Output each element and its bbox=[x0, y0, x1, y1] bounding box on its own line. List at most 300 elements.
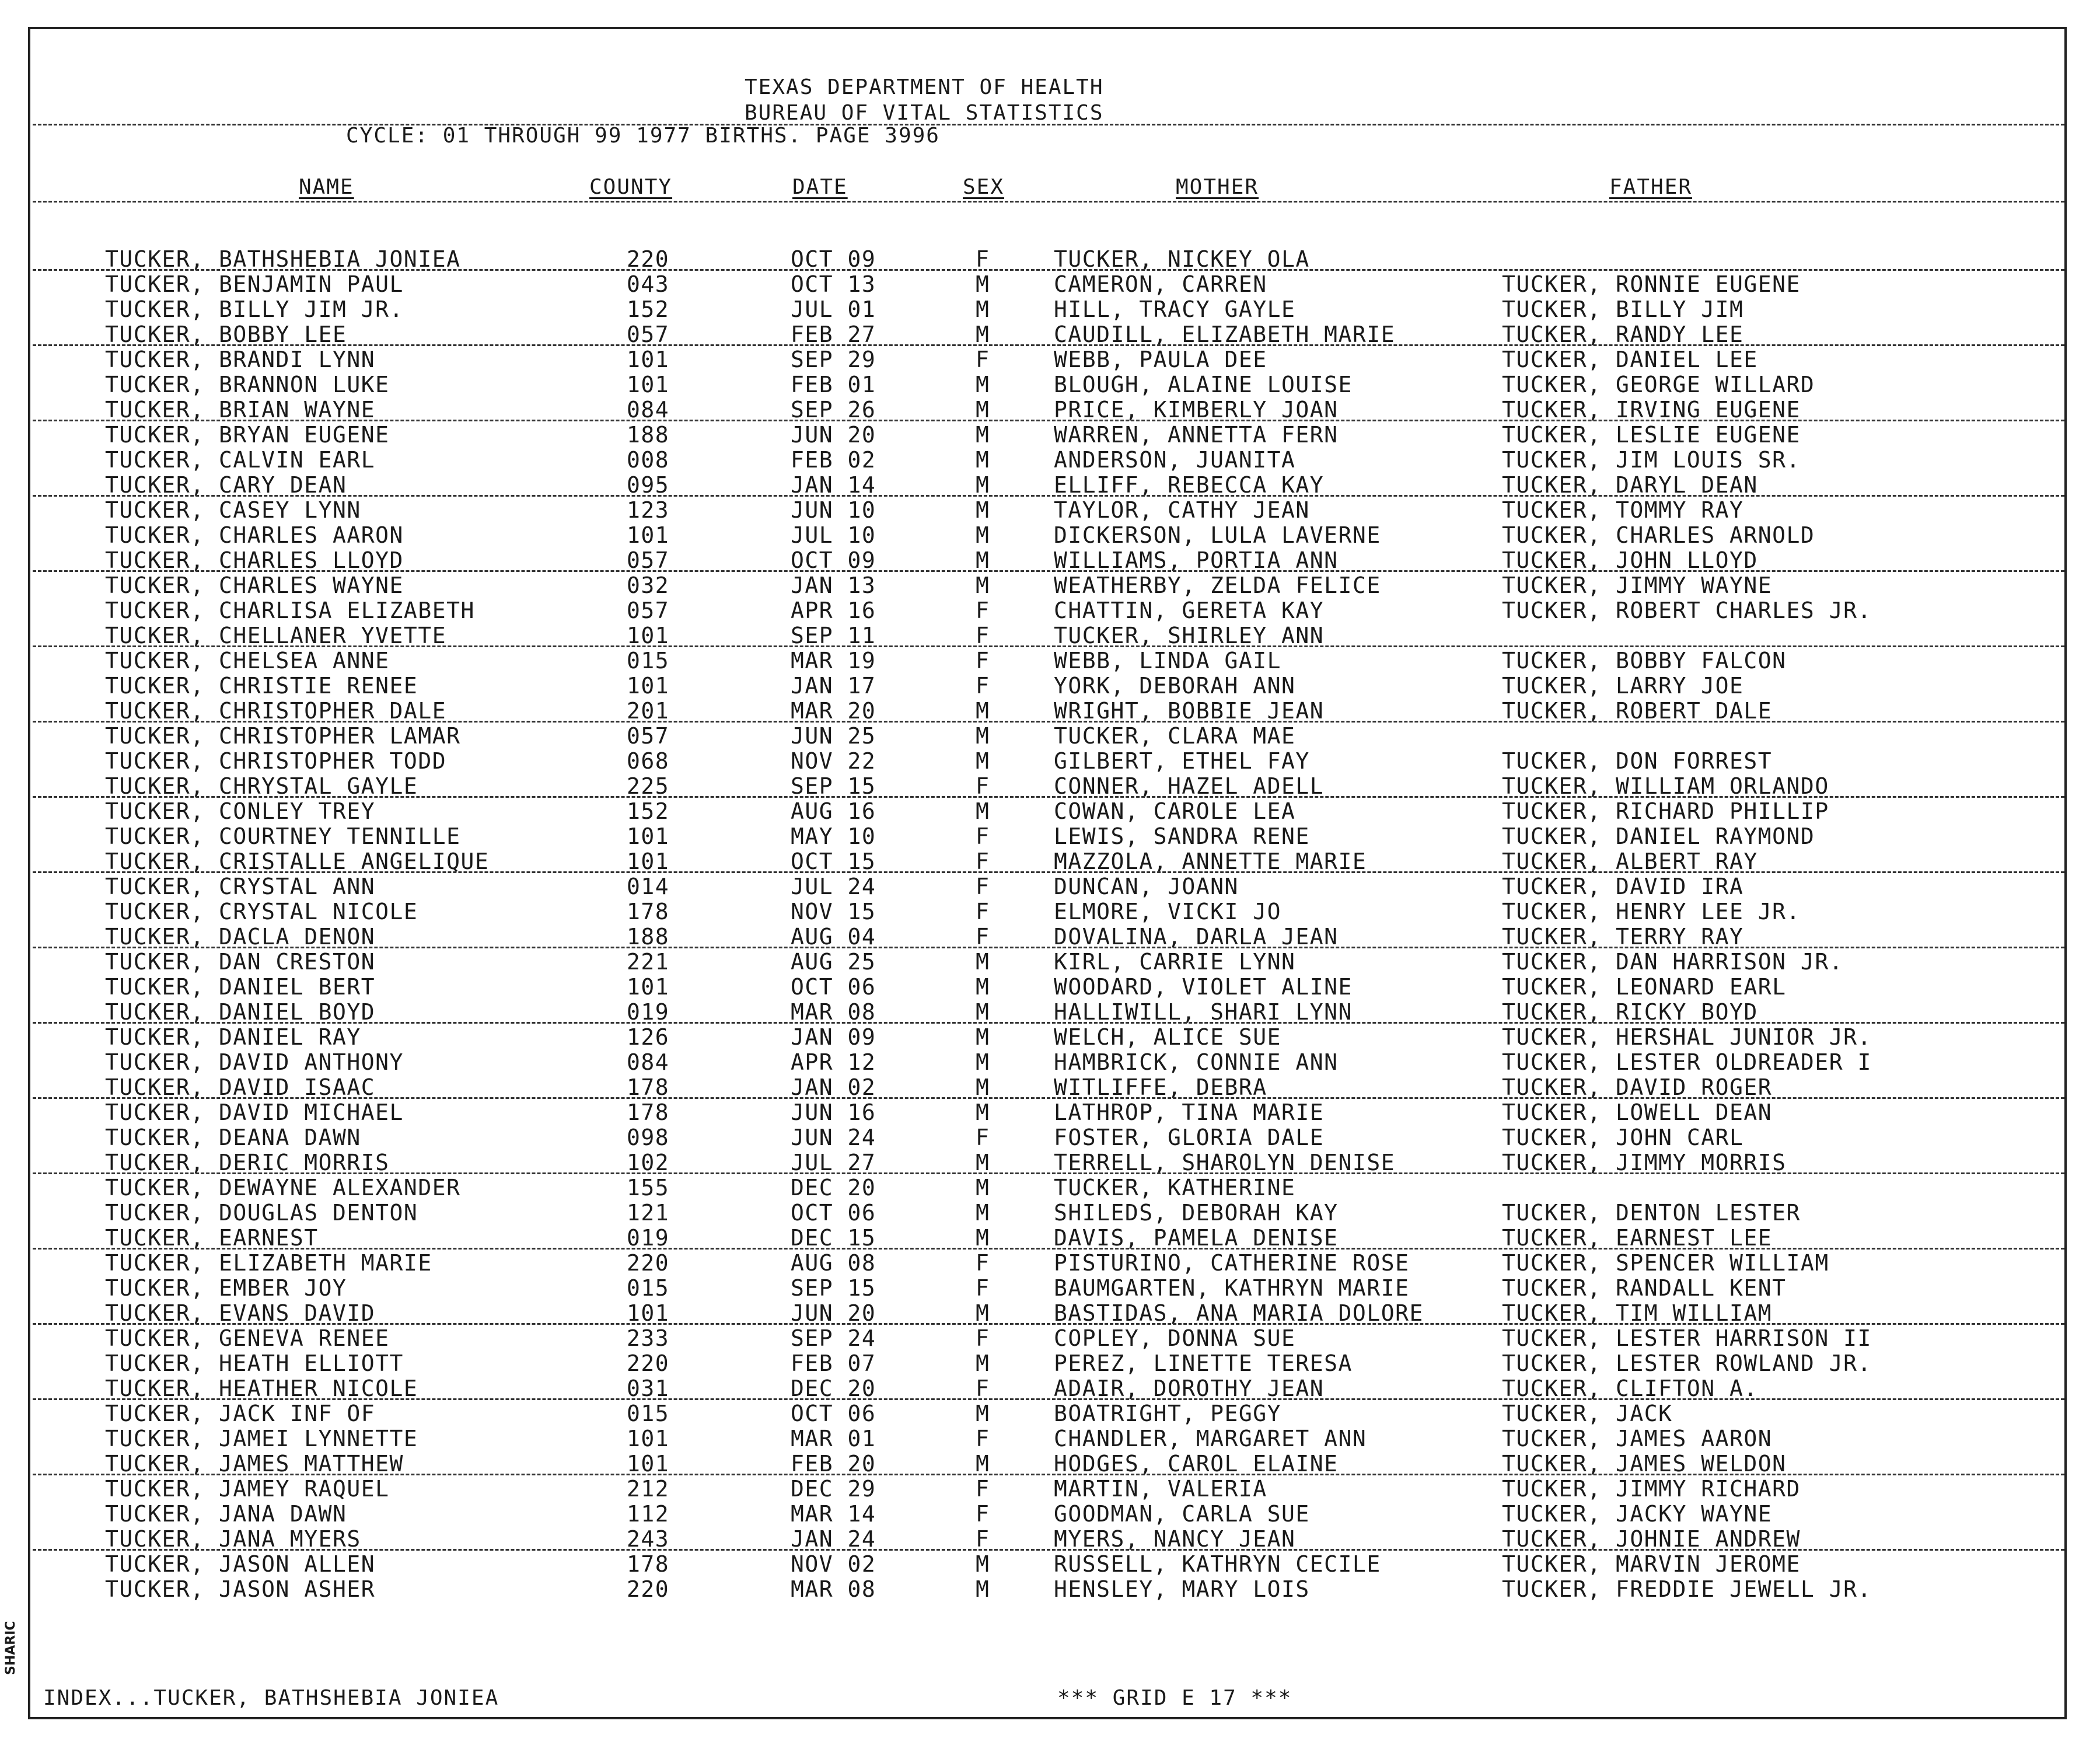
record-date: DEC 15 bbox=[791, 1225, 876, 1251]
record-father: TUCKER, LOWELL DEAN bbox=[1502, 1100, 1773, 1125]
record-date: JUN 10 bbox=[791, 497, 876, 523]
record-sex: M bbox=[976, 271, 990, 297]
record-row bbox=[0, 1075, 2100, 1100]
record-row bbox=[0, 874, 2100, 899]
record-name: TUCKER, CRYSTAL ANN bbox=[105, 874, 376, 899]
record-row bbox=[0, 1000, 2100, 1025]
record-date: JUN 20 bbox=[791, 422, 876, 448]
record-sex: M bbox=[976, 1451, 990, 1477]
record-name: TUCKER, DANIEL BERT bbox=[105, 974, 376, 1000]
record-county: 008 bbox=[627, 447, 670, 473]
record-name: TUCKER, HEATH ELLIOTT bbox=[105, 1350, 404, 1376]
record-row bbox=[0, 297, 2100, 322]
record-mother: WITLIFFE, DEBRA bbox=[1054, 1074, 1267, 1100]
record-name: TUCKER, DAN CRESTON bbox=[105, 949, 376, 975]
record-mother: CAUDILL, ELIZABETH MARIE bbox=[1054, 322, 1396, 347]
record-county: 178 bbox=[627, 899, 670, 924]
record-county: 188 bbox=[627, 422, 670, 448]
record-name: TUCKER, BRYAN EUGENE bbox=[105, 422, 390, 448]
record-father: TUCKER, DON FORREST bbox=[1502, 748, 1773, 774]
record-row bbox=[0, 1351, 2100, 1376]
record-mother: MAZZOLA, ANNETTE MARIE bbox=[1054, 849, 1367, 874]
record-row bbox=[0, 1401, 2100, 1426]
record-sex: M bbox=[976, 1175, 990, 1200]
record-sex: F bbox=[976, 874, 990, 899]
record-county: 031 bbox=[627, 1376, 670, 1401]
record-mother: DOVALINA, DARLA JEAN bbox=[1054, 924, 1339, 950]
record-mother: DICKERSON, LULA LAVERNE bbox=[1054, 522, 1381, 548]
footer-grid: *** GRID E 17 *** bbox=[1057, 1686, 1292, 1710]
record-sex: M bbox=[976, 1150, 990, 1175]
record-mother: WRIGHT, BOBBIE JEAN bbox=[1054, 698, 1325, 724]
row-separator bbox=[33, 1398, 2064, 1400]
record-sex: M bbox=[976, 322, 990, 347]
row-separator bbox=[33, 1248, 2064, 1250]
record-father: TUCKER, ALBERT RAY bbox=[1502, 849, 1758, 874]
record-date: JUL 24 bbox=[791, 874, 876, 899]
record-county: 098 bbox=[627, 1125, 670, 1150]
record-row bbox=[0, 1527, 2100, 1552]
record-name: TUCKER, JAMEI LYNNETTE bbox=[105, 1426, 418, 1451]
record-row bbox=[0, 1025, 2100, 1050]
row-separator bbox=[33, 570, 2064, 572]
record-father: TUCKER, TERRY RAY bbox=[1502, 924, 1744, 950]
record-county: 101 bbox=[627, 974, 670, 1000]
record-row bbox=[0, 1050, 2100, 1075]
record-mother: WELCH, ALICE SUE bbox=[1054, 1024, 1282, 1050]
record-sex: F bbox=[976, 1325, 990, 1351]
record-date: MAR 01 bbox=[791, 1426, 876, 1451]
record-mother: GOODMAN, CARLA SUE bbox=[1054, 1501, 1310, 1527]
record-mother: BAUMGARTEN, KATHRYN MARIE bbox=[1054, 1275, 1410, 1301]
record-father: TUCKER, BILLY JIM bbox=[1502, 296, 1744, 322]
record-county: 101 bbox=[627, 623, 670, 648]
record-sex: M bbox=[976, 1551, 990, 1577]
record-sex: M bbox=[976, 1576, 990, 1602]
record-name: TUCKER, CHARLISA ELIZABETH bbox=[105, 598, 475, 623]
col-header-sex: SEX bbox=[963, 175, 1005, 199]
record-sex: M bbox=[976, 723, 990, 749]
record-county: 015 bbox=[627, 1401, 670, 1426]
record-mother: HAMBRICK, CONNIE ANN bbox=[1054, 1049, 1339, 1075]
record-county: 019 bbox=[627, 999, 670, 1025]
record-date: DEC 29 bbox=[791, 1476, 876, 1502]
record-mother: CONNER, HAZEL ADELL bbox=[1054, 773, 1325, 799]
row-separator bbox=[33, 344, 2064, 346]
record-name: TUCKER, CASEY LYNN bbox=[105, 497, 361, 523]
record-name: TUCKER, CALVIN EARL bbox=[105, 447, 376, 473]
record-father: TUCKER, RANDALL KENT bbox=[1502, 1275, 1787, 1301]
record-name: TUCKER, CARY DEAN bbox=[105, 472, 347, 498]
record-county: 101 bbox=[627, 823, 670, 849]
record-sex: F bbox=[976, 899, 990, 924]
record-row bbox=[0, 598, 2100, 623]
record-father: TUCKER, IRVING EUGENE bbox=[1502, 397, 1801, 423]
record-mother: ANDERSON, JUANITA bbox=[1054, 447, 1296, 473]
record-county: 212 bbox=[627, 1476, 670, 1502]
record-sex: M bbox=[976, 1024, 990, 1050]
record-name: TUCKER, DOUGLAS DENTON bbox=[105, 1200, 418, 1226]
record-row bbox=[0, 1577, 2100, 1602]
record-mother: HILL, TRACY GAYLE bbox=[1054, 296, 1296, 322]
record-mother: HODGES, CAROL ELAINE bbox=[1054, 1451, 1339, 1477]
record-mother: KIRL, CARRIE LYNN bbox=[1054, 949, 1296, 975]
record-row bbox=[0, 1175, 2100, 1200]
record-date: FEB 07 bbox=[791, 1350, 876, 1376]
record-county: 057 bbox=[627, 322, 670, 347]
record-date: OCT 09 bbox=[791, 246, 876, 272]
record-row bbox=[0, 448, 2100, 473]
record-father: TUCKER, DENTON LESTER bbox=[1502, 1200, 1801, 1226]
record-county: 188 bbox=[627, 924, 670, 950]
record-mother: WARREN, ANNETTA FERN bbox=[1054, 422, 1339, 448]
record-date: SEP 29 bbox=[791, 347, 876, 372]
record-row bbox=[0, 1100, 2100, 1125]
record-county: 221 bbox=[627, 949, 670, 975]
record-county: 243 bbox=[627, 1526, 670, 1552]
record-mother: MARTIN, VALERIA bbox=[1054, 1476, 1267, 1502]
record-county: 101 bbox=[627, 522, 670, 548]
record-sex: M bbox=[976, 974, 990, 1000]
record-sex: M bbox=[976, 397, 990, 423]
col-header-father: FATHER bbox=[1609, 175, 1693, 199]
record-row bbox=[0, 347, 2100, 372]
record-name: TUCKER, DERIC MORRIS bbox=[105, 1150, 390, 1175]
record-date: MAR 14 bbox=[791, 1501, 876, 1527]
record-father: TUCKER, CLIFTON A. bbox=[1502, 1376, 1758, 1401]
record-row bbox=[0, 924, 2100, 950]
row-separator bbox=[33, 871, 2064, 873]
record-date: FEB 01 bbox=[791, 372, 876, 397]
record-county: 178 bbox=[627, 1074, 670, 1100]
record-name: TUCKER, CONLEY TREY bbox=[105, 798, 376, 824]
record-father: TUCKER, RICHARD PHILLIP bbox=[1502, 798, 1829, 824]
record-county: 015 bbox=[627, 1275, 670, 1301]
record-sex: M bbox=[976, 748, 990, 774]
record-name: TUCKER, JASON ASHER bbox=[105, 1576, 376, 1602]
record-name: TUCKER, JAMEY RAQUEL bbox=[105, 1476, 390, 1502]
record-father: TUCKER, JOHNIE ANDREW bbox=[1502, 1526, 1801, 1552]
record-name: TUCKER, CHRISTIE RENEE bbox=[105, 673, 418, 699]
record-name: TUCKER, DAVID ANTHONY bbox=[105, 1049, 404, 1075]
record-name: TUCKER, EVANS DAVID bbox=[105, 1300, 376, 1326]
record-county: 101 bbox=[627, 849, 670, 874]
record-row bbox=[0, 523, 2100, 548]
record-name: TUCKER, EMBER JOY bbox=[105, 1275, 347, 1301]
record-name: TUCKER, BRANNON LUKE bbox=[105, 372, 390, 397]
record-father: TUCKER, MARVIN JEROME bbox=[1502, 1551, 1801, 1577]
record-date: AUG 25 bbox=[791, 949, 876, 975]
record-mother: TAYLOR, CATHY JEAN bbox=[1054, 497, 1310, 523]
record-father: TUCKER, HENRY LEE JR. bbox=[1502, 899, 1801, 924]
record-mother: ELMORE, VICKI JO bbox=[1054, 899, 1282, 924]
record-father: TUCKER, JOHN LLOYD bbox=[1502, 547, 1758, 573]
record-date: FEB 20 bbox=[791, 1451, 876, 1477]
record-sex: M bbox=[976, 1100, 990, 1125]
record-father: TUCKER, DAN HARRISON JR. bbox=[1502, 949, 1844, 975]
footer-index: INDEX...TUCKER, BATHSHEBIA JONIEA bbox=[43, 1686, 499, 1710]
record-row bbox=[0, 673, 2100, 699]
record-name: TUCKER, BATHSHEBIA JONIEA bbox=[105, 246, 461, 272]
record-row bbox=[0, 1502, 2100, 1527]
record-mother: CHANDLER, MARGARET ANN bbox=[1054, 1426, 1367, 1451]
record-county: 220 bbox=[627, 1576, 670, 1602]
record-county: 015 bbox=[627, 648, 670, 673]
record-row bbox=[0, 648, 2100, 673]
record-sex: F bbox=[976, 246, 990, 272]
record-father: TUCKER, WILLIAM ORLANDO bbox=[1502, 773, 1829, 799]
record-father: TUCKER, JOHN CARL bbox=[1502, 1125, 1744, 1150]
record-name: TUCKER, JANA DAWN bbox=[105, 1501, 347, 1527]
record-father: TUCKER, ROBERT CHARLES JR. bbox=[1502, 598, 1872, 623]
record-father: TUCKER, LESTER HARRISON II bbox=[1502, 1325, 1872, 1351]
record-sex: F bbox=[976, 849, 990, 874]
record-sex: M bbox=[976, 1225, 990, 1251]
record-mother: COPLEY, DONNA SUE bbox=[1054, 1325, 1296, 1351]
col-header-name: NAME bbox=[299, 175, 354, 199]
record-name: TUCKER, CHARLES AARON bbox=[105, 522, 404, 548]
record-father: TUCKER, SPENCER WILLIAM bbox=[1502, 1250, 1829, 1276]
record-county: 178 bbox=[627, 1551, 670, 1577]
record-sex: F bbox=[976, 924, 990, 950]
record-name: TUCKER, GENEVA RENEE bbox=[105, 1325, 390, 1351]
record-county: 019 bbox=[627, 1225, 670, 1251]
record-sex: F bbox=[976, 1250, 990, 1276]
record-name: TUCKER, CHRISTOPHER TODD bbox=[105, 748, 447, 774]
record-date: JAN 02 bbox=[791, 1074, 876, 1100]
record-row bbox=[0, 272, 2100, 297]
record-mother: WEBB, PAULA DEE bbox=[1054, 347, 1267, 372]
record-row bbox=[0, 899, 2100, 924]
record-county: 057 bbox=[627, 598, 670, 623]
record-name: TUCKER, CHARLES LLOYD bbox=[105, 547, 404, 573]
record-row bbox=[0, 247, 2100, 272]
record-date: OCT 06 bbox=[791, 974, 876, 1000]
record-father: TUCKER, GEORGE WILLARD bbox=[1502, 372, 1815, 397]
record-sex: M bbox=[976, 949, 990, 975]
record-date: FEB 27 bbox=[791, 322, 876, 347]
record-date: MAY 10 bbox=[791, 823, 876, 849]
record-name: TUCKER, HEATHER NICOLE bbox=[105, 1376, 418, 1401]
record-date: JAN 09 bbox=[791, 1024, 876, 1050]
record-name: TUCKER, DANIEL BOYD bbox=[105, 999, 376, 1025]
record-date: JUL 10 bbox=[791, 522, 876, 548]
record-name: TUCKER, BOBBY LEE bbox=[105, 322, 347, 347]
record-date: JUN 20 bbox=[791, 1300, 876, 1326]
record-father: TUCKER, DAVID ROGER bbox=[1502, 1074, 1773, 1100]
record-date: JAN 13 bbox=[791, 573, 876, 598]
record-row bbox=[0, 1301, 2100, 1326]
row-separator bbox=[33, 645, 2064, 647]
record-mother: HENSLEY, MARY LOIS bbox=[1054, 1576, 1310, 1602]
record-sex: F bbox=[976, 347, 990, 372]
record-row bbox=[0, 1150, 2100, 1175]
record-date: JUN 16 bbox=[791, 1100, 876, 1125]
record-row bbox=[0, 824, 2100, 849]
record-father: TUCKER, RONNIE EUGENE bbox=[1502, 271, 1801, 297]
record-county: 152 bbox=[627, 296, 670, 322]
record-father: TUCKER, JACKY WAYNE bbox=[1502, 1501, 1773, 1527]
record-name: TUCKER, CHELLANER YVETTE bbox=[105, 623, 447, 648]
record-mother: RUSSELL, KATHRYN CECILE bbox=[1054, 1551, 1381, 1577]
record-row bbox=[0, 1326, 2100, 1351]
record-date: AUG 16 bbox=[791, 798, 876, 824]
record-row bbox=[0, 573, 2100, 598]
row-separator bbox=[33, 1549, 2064, 1551]
header-divider-top bbox=[33, 124, 2064, 125]
record-name: TUCKER, BRANDI LYNN bbox=[105, 347, 376, 372]
record-name: TUCKER, EARNEST bbox=[105, 1225, 319, 1251]
record-mother: CAMERON, CARREN bbox=[1054, 271, 1267, 297]
record-date: SEP 11 bbox=[791, 623, 876, 648]
record-sex: F bbox=[976, 1125, 990, 1150]
row-separator bbox=[33, 1172, 2064, 1174]
record-name: TUCKER, CRISTALLE ANGELIQUE bbox=[105, 849, 490, 874]
record-row bbox=[0, 623, 2100, 648]
record-name: TUCKER, CHRYSTAL GAYLE bbox=[105, 773, 418, 799]
record-sex: M bbox=[976, 547, 990, 573]
record-father: TUCKER, JIMMY WAYNE bbox=[1502, 573, 1773, 598]
record-county: 043 bbox=[627, 271, 670, 297]
record-father: TUCKER, LARRY JOE bbox=[1502, 673, 1744, 699]
record-row bbox=[0, 372, 2100, 397]
record-mother: BOATRIGHT, PEGGY bbox=[1054, 1401, 1282, 1426]
record-date: MAR 08 bbox=[791, 999, 876, 1025]
record-father: TUCKER, JAMES WELDON bbox=[1502, 1451, 1787, 1477]
record-name: TUCKER, COURTNEY TENNILLE bbox=[105, 823, 461, 849]
record-row bbox=[0, 774, 2100, 799]
record-date: JUL 27 bbox=[791, 1150, 876, 1175]
record-sex: M bbox=[976, 296, 990, 322]
record-name: TUCKER, CRYSTAL NICOLE bbox=[105, 899, 418, 924]
record-sex: F bbox=[976, 598, 990, 623]
record-row bbox=[0, 950, 2100, 975]
record-date: DEC 20 bbox=[791, 1175, 876, 1200]
row-separator bbox=[33, 796, 2064, 798]
record-name: TUCKER, JACK INF OF bbox=[105, 1401, 376, 1426]
record-mother: DAVIS, PAMELA DENISE bbox=[1054, 1225, 1339, 1251]
record-sex: M bbox=[976, 1200, 990, 1226]
record-sex: M bbox=[976, 1300, 990, 1326]
record-county: 126 bbox=[627, 1024, 670, 1050]
record-mother: CHATTIN, GERETA KAY bbox=[1054, 598, 1325, 623]
side-label: SHARIC bbox=[4, 1621, 18, 1675]
record-date: MAR 19 bbox=[791, 648, 876, 673]
record-row bbox=[0, 1125, 2100, 1150]
record-father: TUCKER, HERSHAL JUNIOR JR. bbox=[1502, 1024, 1872, 1050]
column-header-divider bbox=[33, 201, 2064, 203]
record-date: JUN 25 bbox=[791, 723, 876, 749]
record-date: SEP 26 bbox=[791, 397, 876, 423]
record-row bbox=[0, 749, 2100, 774]
record-row bbox=[0, 1426, 2100, 1451]
record-mother: YORK, DEBORAH ANN bbox=[1054, 673, 1296, 699]
record-name: TUCKER, DANIEL RAY bbox=[105, 1024, 361, 1050]
record-sex: F bbox=[976, 1476, 990, 1502]
record-row bbox=[0, 322, 2100, 347]
record-row bbox=[0, 423, 2100, 448]
record-father: TUCKER, RANDY LEE bbox=[1502, 322, 1744, 347]
record-county: 101 bbox=[627, 1426, 670, 1451]
record-mother: GILBERT, ETHEL FAY bbox=[1054, 748, 1310, 774]
row-separator bbox=[33, 1474, 2064, 1475]
record-date: JAN 24 bbox=[791, 1526, 876, 1552]
record-sex: M bbox=[976, 497, 990, 523]
record-name: TUCKER, BILLY JIM JR. bbox=[105, 296, 404, 322]
record-mother: COWAN, CAROLE LEA bbox=[1054, 798, 1296, 824]
record-mother: TERRELL, SHAROLYN DENISE bbox=[1054, 1150, 1396, 1175]
record-father: TUCKER, JIMMY RICHARD bbox=[1502, 1476, 1801, 1502]
record-father: TUCKER, ROBERT DALE bbox=[1502, 698, 1773, 724]
record-county: 102 bbox=[627, 1150, 670, 1175]
record-mother: TUCKER, CLARA MAE bbox=[1054, 723, 1296, 749]
record-row bbox=[0, 1226, 2100, 1251]
record-father: TUCKER, TIM WILLIAM bbox=[1502, 1300, 1773, 1326]
row-separator bbox=[33, 269, 2064, 271]
record-row bbox=[0, 397, 2100, 423]
record-mother: HALLIWILL, SHARI LYNN bbox=[1054, 999, 1353, 1025]
record-county: 014 bbox=[627, 874, 670, 899]
record-father: TUCKER, TOMMY RAY bbox=[1502, 497, 1744, 523]
record-mother: MYERS, NANCY JEAN bbox=[1054, 1526, 1296, 1552]
record-county: 057 bbox=[627, 547, 670, 573]
record-name: TUCKER, JAMES MATTHEW bbox=[105, 1451, 404, 1477]
col-header-county: COUNTY bbox=[589, 175, 673, 199]
record-county: 101 bbox=[627, 372, 670, 397]
record-sex: M bbox=[976, 798, 990, 824]
record-sex: F bbox=[976, 1526, 990, 1552]
record-sex: M bbox=[976, 698, 990, 724]
record-mother: BLOUGH, ALAINE LOUISE bbox=[1054, 372, 1353, 397]
record-county: 220 bbox=[627, 1250, 670, 1276]
record-row bbox=[0, 799, 2100, 824]
record-county: 220 bbox=[627, 246, 670, 272]
record-county: 101 bbox=[627, 1300, 670, 1326]
record-mother: WILLIAMS, PORTIA ANN bbox=[1054, 547, 1339, 573]
record-county: 233 bbox=[627, 1325, 670, 1351]
record-sex: M bbox=[976, 1049, 990, 1075]
record-date: MAR 20 bbox=[791, 698, 876, 724]
record-mother: LEWIS, SANDRA RENE bbox=[1054, 823, 1310, 849]
record-row bbox=[0, 1552, 2100, 1577]
record-date: APR 16 bbox=[791, 598, 876, 623]
record-county: 152 bbox=[627, 798, 670, 824]
record-father: TUCKER, RICKY BOYD bbox=[1502, 999, 1758, 1025]
record-father: TUCKER, JAMES AARON bbox=[1502, 1426, 1773, 1451]
record-row bbox=[0, 498, 2100, 523]
record-name: TUCKER, JANA MYERS bbox=[105, 1526, 361, 1552]
record-county: 084 bbox=[627, 397, 670, 423]
record-mother: WEATHERBY, ZELDA FELICE bbox=[1054, 573, 1381, 598]
record-sex: M bbox=[976, 1074, 990, 1100]
record-date: NOV 02 bbox=[791, 1551, 876, 1577]
record-date: JUL 01 bbox=[791, 296, 876, 322]
record-county: 155 bbox=[627, 1175, 670, 1200]
row-separator bbox=[33, 495, 2064, 497]
record-sex: M bbox=[976, 422, 990, 448]
record-date: OCT 06 bbox=[791, 1401, 876, 1426]
record-row bbox=[0, 849, 2100, 874]
record-county: 057 bbox=[627, 723, 670, 749]
record-row bbox=[0, 1376, 2100, 1401]
record-date: OCT 09 bbox=[791, 547, 876, 573]
record-county: 101 bbox=[627, 1451, 670, 1477]
record-sex: F bbox=[976, 673, 990, 699]
record-sex: F bbox=[976, 623, 990, 648]
record-name: TUCKER, CHARLES WAYNE bbox=[105, 573, 404, 598]
record-row bbox=[0, 1477, 2100, 1502]
record-county: 220 bbox=[627, 1350, 670, 1376]
